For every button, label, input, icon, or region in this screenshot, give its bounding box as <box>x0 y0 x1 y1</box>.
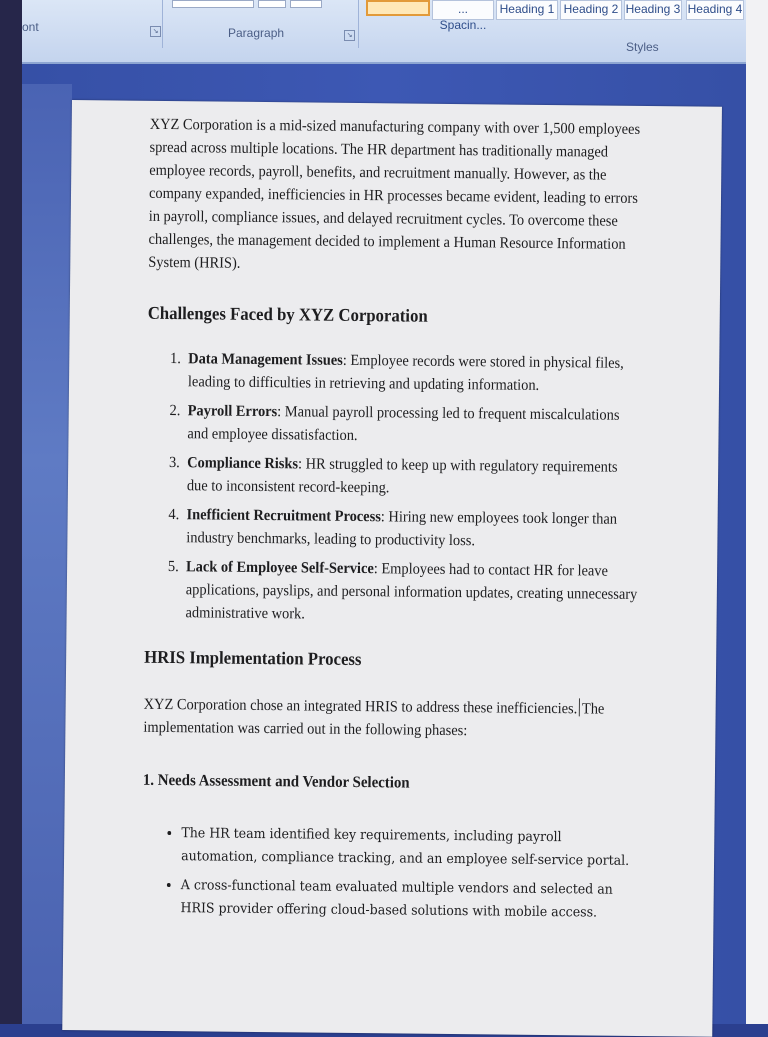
implementation-intro <box>143 693 636 744</box>
font-group-label: ont <box>22 20 39 34</box>
paragraph-dialog-launcher-icon[interactable]: ↘ <box>344 30 355 41</box>
list-item-title: Compliance Risks <box>187 454 299 473</box>
paragraph-group-label: Paragraph <box>228 26 285 40</box>
style-label: Heading 2 <box>563 2 619 16</box>
style-item-heading-1[interactable] <box>496 0 558 20</box>
phase1-list <box>141 822 635 925</box>
font-dialog-launcher-icon[interactable]: ↘ <box>150 26 161 37</box>
list-item-text: : Manual payroll processing led to frequent miscalculations and employee dissatisfaction. <box>187 403 620 445</box>
list-item-text: : Employee records were stored in physical files, leading to difficulties in retrieving and updating information. <box>187 351 624 394</box>
list-item-title: Lack of Employee Self-Service <box>185 558 374 578</box>
style-label: Heading 3 <box>625 2 681 16</box>
style-item-heading-2[interactable] <box>560 0 622 20</box>
phase1-heading: 1. Needs Assessment and Vendor Selection <box>142 771 410 792</box>
paragraph-button[interactable] <box>290 0 322 8</box>
paragraph-button[interactable] <box>258 0 286 8</box>
ribbon-toolbar <box>22 0 746 64</box>
styles-group-label: Styles <box>626 40 659 54</box>
list-item <box>183 503 639 554</box>
document-page[interactable] <box>62 100 722 1037</box>
challenges-heading: Challenges Faced by XYZ Corporation <box>147 302 428 326</box>
style-label: Heading 4 <box>687 2 743 16</box>
style-label: ... Spacin... <box>439 2 487 32</box>
style-item[interactable] <box>432 0 494 32</box>
implementation-intro-part-b: The implementation was carried out in the following phases: <box>143 700 605 740</box>
list-item <box>184 399 640 450</box>
paragraph-button[interactable] <box>172 0 254 8</box>
list-item <box>183 451 639 502</box>
style-item-heading-4[interactable] <box>686 0 744 20</box>
implementation-intro-part-a: XYZ Corporation chose an integrated HRIS to address these inefficiencies. <box>143 695 578 718</box>
challenges-list <box>145 347 641 629</box>
list-item-text: : Employees had to contact HR for leave applications, payslips, and personal information updates, creating unnecessary administrative work. <box>185 560 638 623</box>
style-item-selected[interactable] <box>366 0 430 16</box>
screen-bezel-right <box>746 0 768 1024</box>
list-item-title: Data Management Issues <box>188 350 343 369</box>
list-item-text: : Hiring new employees took longer than industry benchmarks, leading to productivity loss. <box>186 508 618 550</box>
list-item: • A cross-functional team evaluated multiple vendors and selected an HRIS provider offering cloud-based solutions with mobile access. <box>180 874 634 925</box>
intro-paragraph: XYZ Corporation is a mid-sized manufacturing company with over 1,500 employees spread across multiple locations. The HR department has traditionally managed employee records, payroll, benefits, and recruitment manually. However, as the company expanded, inefficiencies in HR processes became evident, leading to errors in payroll, compliance issues, and delayed recruitment cycles. To overcome these challenges, the management decided to implement a Human Resource Information System (HRIS). <box>148 115 641 272</box>
text-cursor <box>579 698 580 716</box>
implementation-heading: HRIS Implementation Process <box>144 646 362 670</box>
list-item-title: Inefficient Recruitment Process <box>186 506 381 526</box>
group-separator <box>162 0 163 48</box>
screen-bezel-left <box>0 0 22 1024</box>
style-item-heading-3[interactable] <box>624 0 682 20</box>
list-item-title: Payroll Errors <box>187 402 278 421</box>
list-item <box>182 555 638 629</box>
style-label: Heading 1 <box>499 2 555 16</box>
list-item: • The HR team identified key requirements, including payroll automation, compliance tracking, and an employee self-service portal. <box>181 822 635 873</box>
document-body[interactable] <box>141 113 642 931</box>
list-item <box>184 347 640 398</box>
group-separator <box>358 0 359 48</box>
list-item-text: : HR struggled to keep up with regulatory requirements due to inconsistent record-keeping. <box>186 455 618 497</box>
